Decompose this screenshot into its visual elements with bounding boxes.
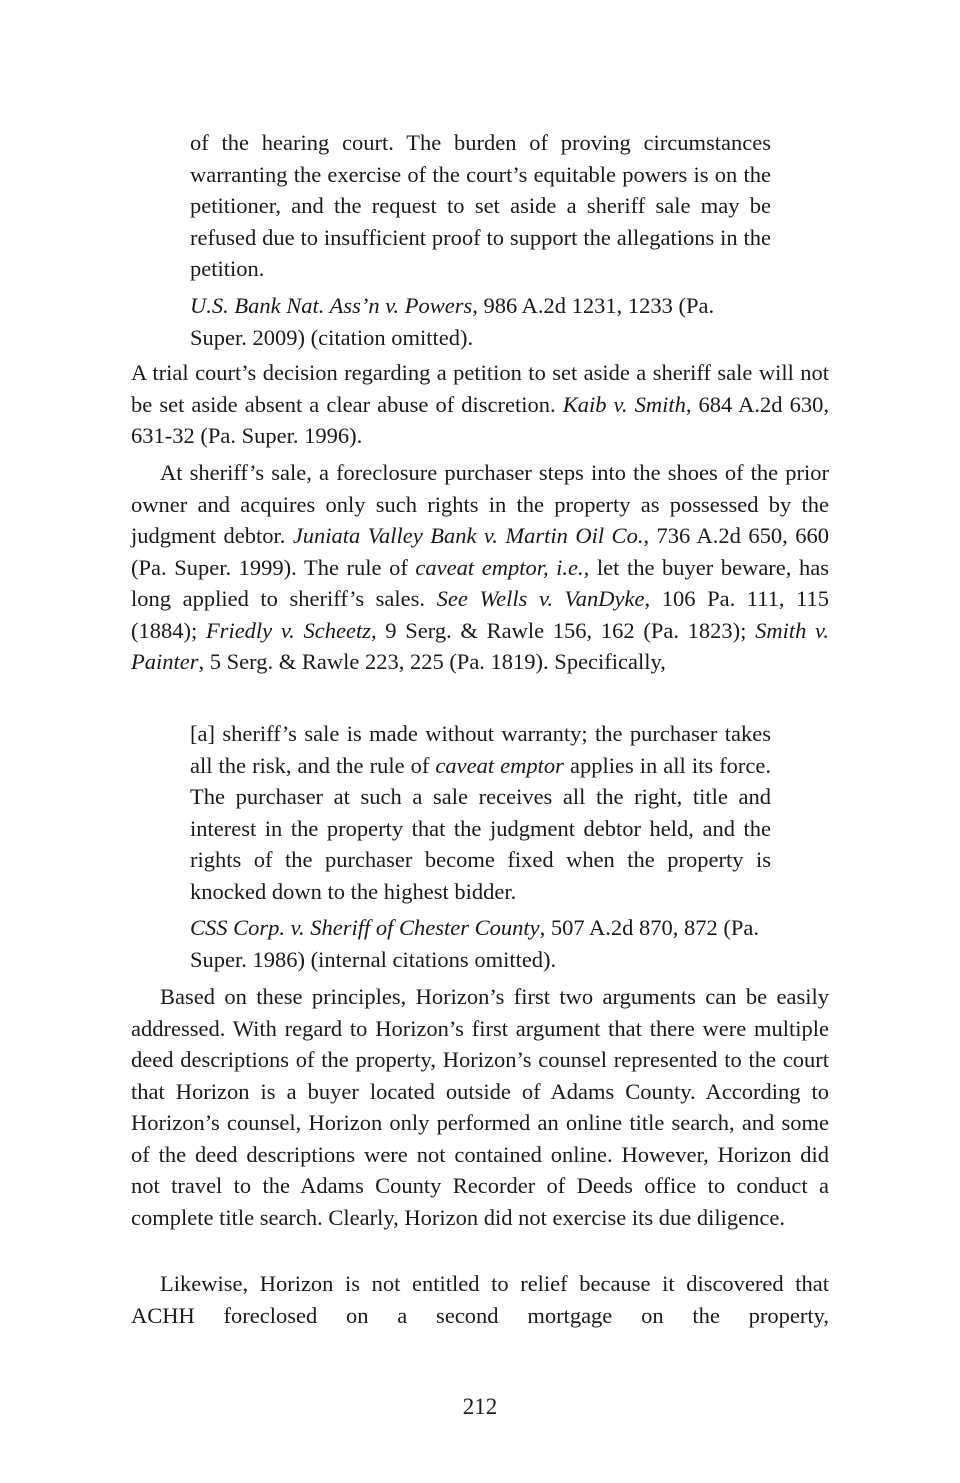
latin-term: caveat emptor, i.e. <box>415 554 584 580</box>
paragraph-second-mortgage <box>131 1268 829 1331</box>
paragraph-caveat-emptor <box>131 457 829 678</box>
citation-reference: , 507 A.2d 870, 872 (Pa. Super. 1986) (internal citations omitted). <box>190 915 759 972</box>
spacer-text <box>468 586 480 611</box>
block-quote-2-citation <box>190 912 771 975</box>
citation-case-name: Wells v. VanDyke <box>479 586 645 611</box>
block-quote-2-text: applies in all its force. The purchaser at such a sale receives all the right, title and interest in the property that the judgment debtor held, and the rights of the purchaser become fixed when the property is knocked down to the highest bidder. <box>190 752 771 904</box>
block-quote-1-text: of the hearing court. The burden of proving circumstances warranting the exercise of the court’s equitable powers is on the petitioner, and the request to set aside a sheriff sale may be refused due to insufficient proof to support the allegations in the petition. <box>190 130 771 281</box>
paragraph-text: At sheriff’s sale, a foreclosure purchaser steps into the shoes of the prior owner and acquires only such rights in the property as possessed by the judgment debtor. <box>131 460 829 548</box>
citation-reference: , 5 Serg. & Rawle 223, 225 (Pa. 1819). Specifically, <box>198 649 666 674</box>
paragraph-due-diligence <box>131 981 829 1233</box>
paragraph-text: Likewise, Horizon is not entitled to relief because it discovered that ACHH foreclosed on a second mortgage on the property, <box>131 1271 829 1328</box>
paragraph-text: , let the buyer beware, has long applied to sheriff’s sales. <box>131 554 829 611</box>
citation-reference: , 9 Serg. & Rawle 156, 162 (Pa. 1823); <box>370 617 756 643</box>
citation-reference: , 986 A.2d 1231, 1233 (Pa. Super. 2009) (citation omitted). <box>190 293 715 350</box>
paragraph-text: A trial court’s decision regarding a petition to set aside a sheriff sale will not be set aside absent a clear abuse of discretion. <box>131 360 829 417</box>
citation-case-name: U.S. Bank Nat. Ass’n v. Powers <box>190 293 473 318</box>
paragraph-text: , 736 A.2d 650, 660 (Pa. Super. 1999). The rule of <box>131 523 829 580</box>
block-quote-1 <box>190 127 771 285</box>
citation-case-name: Smith v. Painter <box>131 617 829 674</box>
block-quote-1-citation <box>190 290 771 353</box>
citation-reference: , 684 A.2d 630, 631-32 (Pa. Super. 1996). <box>131 391 829 448</box>
citation-reference: , 106 Pa. 111, 115 (1884); <box>131 586 830 643</box>
citation-signal: See <box>436 586 468 611</box>
block-quote-2-text: [a] sheriff’s sale is made without warranty; the purchaser takes all the risk, and the rule of <box>190 721 771 778</box>
citation-case-name: Friedly v. Scheetz <box>205 617 371 643</box>
citation-case-name: Kaib v. Smith <box>562 391 686 417</box>
citation-case-name: Juniata Valley Bank v. Martin Oil Co. <box>292 523 644 548</box>
paragraph-text: Based on these principles, Horizon’s first two arguments can be easily addressed. With regard to Horizon’s first argument that there were multiple deed descriptions of the property, Horizon’s counsel represented to the court that Horizon is a buyer located outside of Adams County. According to Horizon’s counsel, Horizon only performed an online title search, and some of the deed descriptions were not contained online. However, Horizon did not travel to the Adams County Recorder of Deeds office to conduct a complete title search. Clearly, Horizon did not exercise its due diligence. <box>131 984 829 1230</box>
latin-term: caveat emptor <box>435 752 564 778</box>
citation-case-name: CSS Corp. v. Sheriff of Chester County <box>190 915 540 940</box>
paragraph-standard-of-review <box>131 357 829 452</box>
block-quote-2 <box>190 718 771 907</box>
page-number: 212 <box>462 1394 498 1419</box>
